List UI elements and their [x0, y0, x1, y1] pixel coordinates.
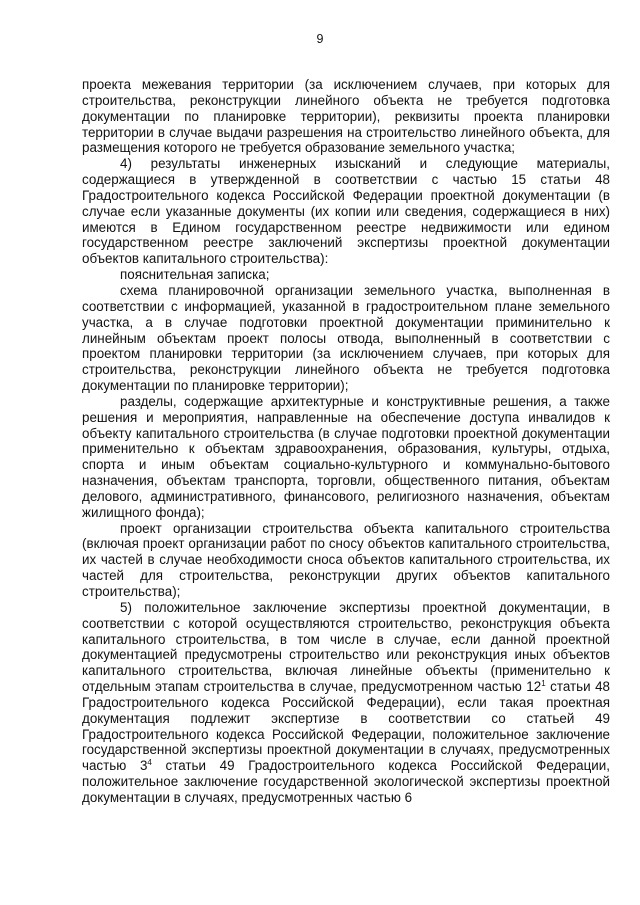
paragraph-item-5: [82, 600, 610, 806]
superscript-4: 4: [147, 758, 152, 768]
paragraph-continuation: проекта межевания территории (за исключением случаев, при которых для строительства, реконструкции линейного объекта не требуется подготовка документации по планировке территории), реквизиты проекта планировки территории в случае выдачи разрешения на строительство линейного объекта, для размещения которого не требуется образование земельного участка;: [82, 77, 610, 156]
paragraph-site-plan-scheme: схема планировочной организации земельного участка, выполненная в соответствии с информацией, указанной в градостроительном плане земельного участка, а в случае подготовки проектной документации приминительно к линейным объектам проект полосы отвода, выполненный в соответствии с проектом планировки территории (за исключением случаев, при которых для строительства, реконструкции линейного объекта не требуется подготовка документации по планировке территории);: [82, 282, 610, 394]
superscript-1: 1: [541, 679, 546, 689]
paragraph-architectural-sections: разделы, содержащие архитектурные и конструктивные решения, а также решения и мероприятия, направленные на обеспечение доступа инвалидов к объекту капитального строительства (в случае подготовки проектной документации применительно к объектам здравоохранения, образования, культуры, отдыха, спорта и иным объектам социально-культурного и коммунально-бытового назначения, объектам транспорта, торговли, общественного питания, объектам делового, административного, финансового, религиозного назначения, объектам жилищного фонда);: [82, 393, 610, 520]
paragraph-item-5-part-1: 5) положительное заключение экспертизы проектной документации, в соответствии с которой осуществляются строительство, реконструкция объекта капитального строительства, в том числе в случае, если данной проектной документацией предусмотрены строительство или реконструкция иных объектов капитального строительства, включая линейные объекты (применительно к отдельным этапам строительства в случае, предусмотренном частью 12: [82, 599, 610, 695]
paragraph-item-4: 4) результаты инженерных изысканий и следующие материалы, содержащиеся в утвержденной в соответствии с частью 15 статьи 48 Градостроительного кодекса Российской Федерации проектной документации (в случае если указанные документы (их копии или сведения, содержащиеся в них) имеются в Едином государственном реестре недвижимости или едином государственном реестре заключений экспертизы проектной документации объектов капитального строительства):: [82, 156, 610, 267]
document-body: [82, 77, 610, 806]
paragraph-explanatory-note: пояснительная записка;: [120, 267, 270, 283]
paragraph-item-5-part-3: статьи 49 Градостроительного кодекса Российской Федерации, положительное заключение государственной экологической экспертизы проектной документации в случаях, предусмотренных частью 6: [82, 758, 610, 805]
paragraph-construction-organization: проект организации строительства объекта капитального строительства (включая проект организации работ по сносу объектов капитального строительства, их частей в случае необходимости сноса объектов капитального строительства, их частей для строительства, реконструкции других объектов капитального строительства);: [82, 520, 610, 599]
page-number: 9: [316, 32, 324, 46]
paragraph-item-5-part-2: статьи 48 Градостроительного кодекса Российской Федерации), если такая проектная документация подлежит экспертизе в соответствии со статьей 49 Градостроительного кодекса Российской Федерации, положительное заключение государственной экспертизы проектной документации в случаях, предусмотренных частью 3: [82, 679, 610, 774]
